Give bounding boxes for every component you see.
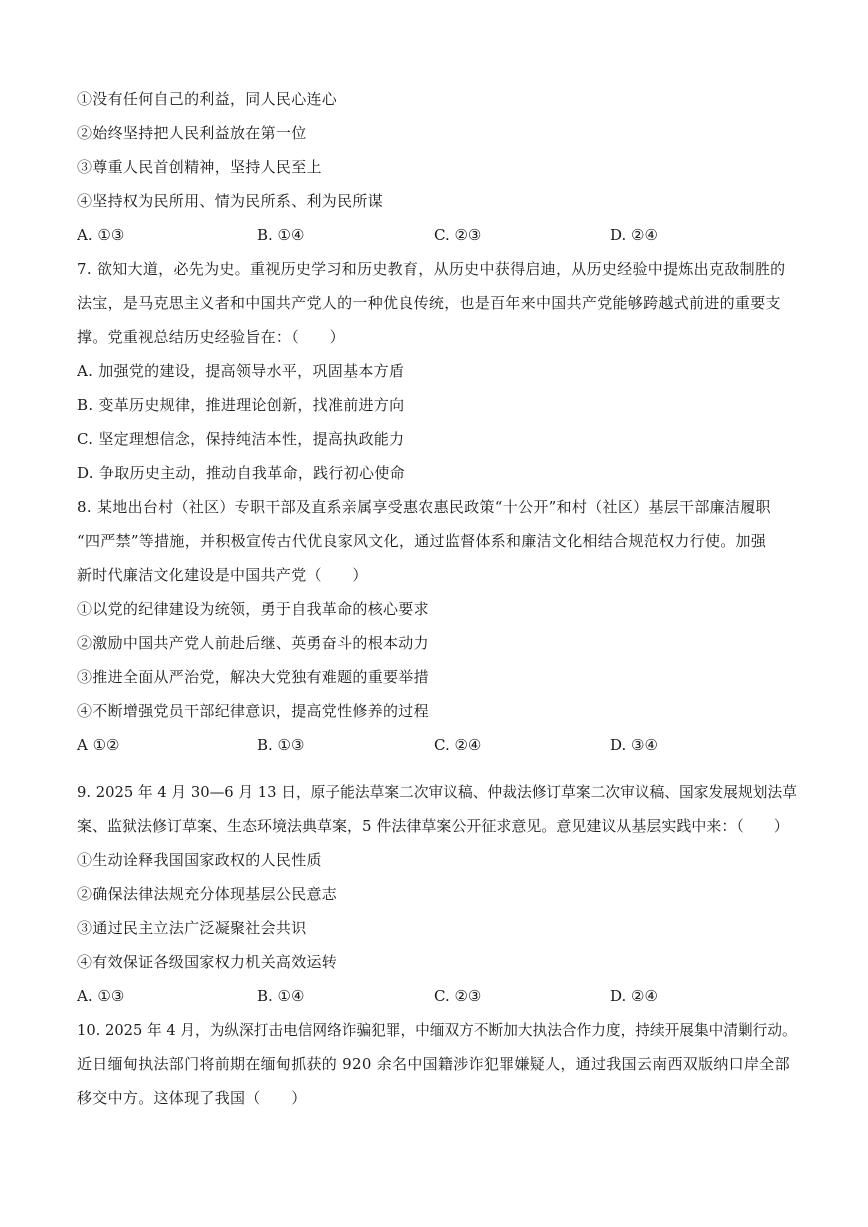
q6-option-a: A. ①③ bbox=[77, 226, 125, 244]
q9-option-b: B. ①④ bbox=[257, 987, 305, 1005]
q10-stem-line-3: 移交中方。这体现了我国（ ） bbox=[77, 1089, 307, 1107]
q7-choice-c: C. 坚定理想信念，保持纯洁本性，提高执政能力 bbox=[77, 430, 405, 448]
q6-statement-3: ③尊重人民首创精神，坚持人民至上 bbox=[77, 158, 322, 176]
q6-option-b: B. ①④ bbox=[257, 226, 305, 244]
q9-stem-line-1: 9. 2025 年 4 月 30—6 月 13 日，原子能法草案二次审议稿、仲裁法修订草案二次审议稿、国家发展规划法草 bbox=[77, 783, 797, 801]
q9-stem-line-2: 案、监狱法修订草案、生态环境法典草案，5 件法律草案公开征求意见。意见建议从基层实践中来：（ ） bbox=[77, 817, 789, 835]
q7-stem-line-3: 撑。党重视总结历史经验旨在：（ ） bbox=[77, 328, 345, 346]
q8-stem-line-1: 8. 某地出台村（社区）专职干部及直系亲属享受惠农惠民政策“十公开”和村（社区）基层干部廉洁履职 bbox=[77, 498, 771, 516]
q8-statement-4: ④不断增强党员干部纪律意识，提高党性修养的过程 bbox=[77, 702, 429, 720]
q8-stem-line-3: 新时代廉洁文化建设是中国共产党（ ） bbox=[77, 566, 368, 584]
q9-statement-3: ③通过民主立法广泛凝聚社会共识 bbox=[77, 919, 307, 937]
q8-stem-line-2: “四严禁”等措施，并积极宣传古代优良家风文化，通过监督体系和廉洁文化相结合规范权力行使。加强 bbox=[77, 532, 767, 550]
q8-option-d: D. ③④ bbox=[610, 736, 658, 754]
q7-choice-a: A. 加强党的建设，提高领导水平，巩固基本方盾 bbox=[77, 362, 405, 380]
q6-option-c: C. ②③ bbox=[434, 226, 482, 244]
q8-option-b: B. ①③ bbox=[257, 736, 305, 754]
q7-stem-line-2: 法宝，是马克思主义者和中国共产党人的一种优良传统，也是百年来中国共产党能够跨越式前进的重要支 bbox=[77, 294, 781, 312]
q8-option-c: C. ②④ bbox=[434, 736, 482, 754]
q7-choice-b: B. 变革历史规律，推进理论创新，找准前进方向 bbox=[77, 396, 405, 414]
q8-option-a: A ①② bbox=[77, 736, 120, 754]
q6-statement-2: ②始终坚持把人民利益放在第一位 bbox=[77, 124, 307, 142]
q9-statement-4: ④有效保证各级国家权力机关高效运转 bbox=[77, 953, 338, 971]
q9-statement-2: ②确保法律法规充分体现基层公民意志 bbox=[77, 885, 338, 903]
q9-options bbox=[77, 986, 837, 1006]
q6-statement-1: ①没有任何自己的利益，同人民心连心 bbox=[77, 90, 338, 108]
q8-statement-1: ①以党的纪律建设为统领，勇于自我革命的核心要求 bbox=[77, 600, 429, 618]
q9-option-c: C. ②③ bbox=[434, 987, 482, 1005]
q7-stem-line-1: 7. 欲知大道，必先为史。重视历史学习和历史教育，从历史中获得启迪，从历史经验中提炼出克敌制胜的 bbox=[77, 260, 786, 278]
q10-stem-line-2: 近日缅甸执法部门将前期在缅甸抓获的 920 余名中国籍涉诈犯罪嫌疑人，通过我国云南西双版纳口岸全部 bbox=[77, 1055, 790, 1073]
q6-statement-4: ④坚持权为民所用、情为民所系、利为民所谋 bbox=[77, 192, 384, 210]
q8-options bbox=[77, 735, 837, 755]
q8-statement-2: ②激励中国共产党人前赴后继、英勇奋斗的根本动力 bbox=[77, 634, 429, 652]
q7-choice-d: D. 争取历史主动，推动自我革命，践行初心使命 bbox=[77, 464, 405, 482]
q8-statement-3: ③推进全面从严治党，解决大党独有难题的重要举措 bbox=[77, 668, 429, 686]
q9-statement-1: ①生动诠释我国国家政权的人民性质 bbox=[77, 851, 322, 869]
q6-option-d: D. ②④ bbox=[610, 226, 658, 244]
q9-option-a: A. ①③ bbox=[77, 987, 125, 1005]
q10-stem-line-1: 10. 2025 年 4 月，为纵深打击电信网络诈骗犯罪，中缅双方不断加大执法合作力度，持续开展集中清剿行动。 bbox=[77, 1021, 797, 1039]
q9-option-d: D. ②④ bbox=[610, 987, 658, 1005]
q6-options bbox=[77, 225, 837, 245]
